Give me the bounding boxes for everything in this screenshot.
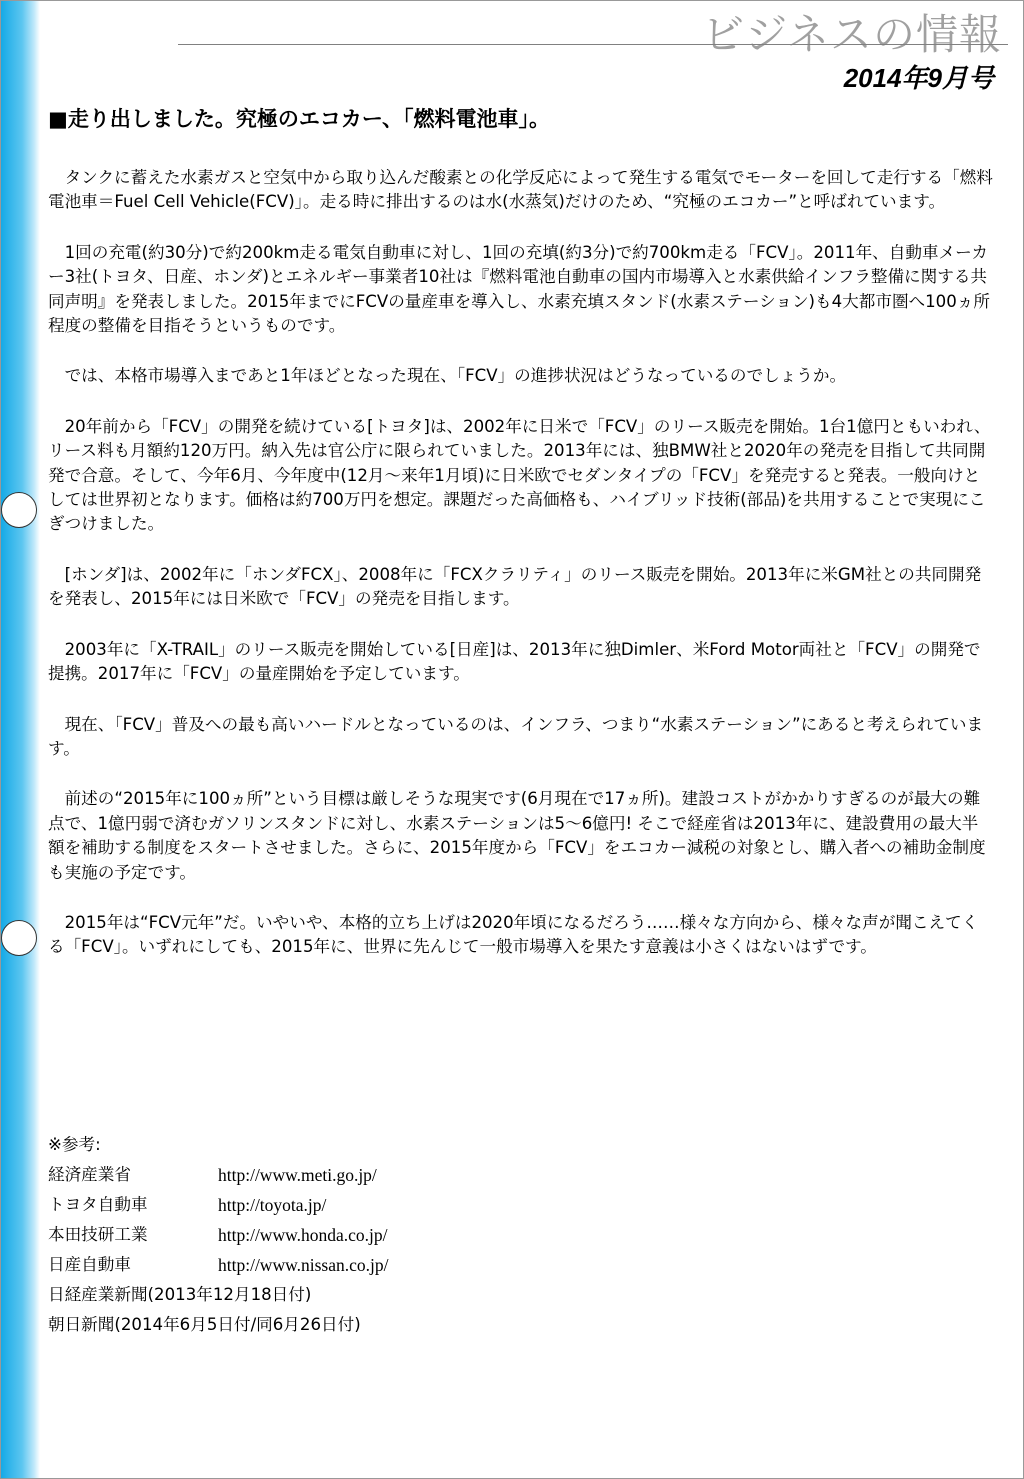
paragraph: 1回の充電(約30分)で約200km走る電気自動車に対し、1回の充填(約3分)で約700km走る「FCV」。2011年、自動車メーカー3社(トヨタ、日産、ホンダ)とエネルギー事業者10社は『燃料電池自動車の国内市場導入と水素供給インフラ整備に関する共同声明』を発表しました。2015年までにFCVの量産車を導入し、水素充填スタンド(水素ステーション)も4大都市圏へ100ヵ所程度の整備を目指そうというものです。	[48, 242, 990, 336]
reference-name: 経済産業省	[48, 1165, 131, 1184]
paragraph: では、本格市場導入まであと1年ほどとなった現在、「FCV」の進捗状況はどうなっているのでしょうか。	[64, 366, 847, 386]
decorative-side-band	[0, 0, 40, 1479]
paragraph: タンクに蓄えた水素ガスと空気中から取り込んだ酸素との化学反応によって発生する電気でモーターを回して走行する「燃料電池車＝Fuel Cell Vehicle(FCV)」。走る時に排出するのは水(水蒸気)だけのため、“究極のエコカー”と呼ばれています。	[48, 168, 993, 212]
reference-source: 朝日新聞(2014年6月5日付/同6月26日付)	[48, 1315, 361, 1334]
header-divider	[178, 44, 1008, 45]
article-body	[48, 166, 993, 986]
paragraph: 20年前から「FCV」の開発を続けている[トヨタ]は、2002年に日米で「FCV」のリース販売を開始。1台1億円ともいわれ、リース料も月額約120万円。納入先は官公庁に限られていました。2013年には、独BMW社と2020年の発売を目指して共同開発で合意。そして、今年6月、今年度中(12月～来年1月頃)に日米欧でセダンタイプの「FCV」を発売すると発表。一般向けとしては世界初となります。価格は約700万円を想定。課題だった高価格も、ハイブリッド技術(部品)を共用することで実現にこぎつけました。	[48, 416, 991, 534]
reference-url-link[interactable]: http://www.meti.go.jp/	[218, 1165, 377, 1185]
reference-source: 日経産業新聞(2013年12月18日付)	[48, 1285, 312, 1304]
reference-name: 日産自動車	[48, 1255, 131, 1274]
reference-name: トヨタ自動車	[48, 1195, 148, 1214]
paragraph: 前述の“2015年に100ヵ所”という目標は厳しそうな現実です(6月現在で17ヵ所)。建設コストがかかりすぎるのが最大の難点で、1億円弱で済むガソリンスタンドに対し、水素ステーションは5～6億円! そこで経産省は2013年に、建設費用の最大半額を補助する制度をスタートさせました。さらに、2015年度から「FCV」をエコカー減税の対象とし、購入者への補助金制度も実施の予定です。	[48, 789, 986, 882]
binder-hole-top	[1, 492, 37, 528]
reference-url-link[interactable]: http://www.honda.co.jp/	[218, 1225, 388, 1245]
reference-url-link[interactable]: http://www.nissan.co.jp/	[218, 1255, 389, 1275]
paragraph: [ホンダ]は、2002年に「ホンダFCX」、2008年に「FCXクラリティ」のリース販売を開始。2013年に米GM社との共同開発を発表し、2015年には日米欧で「FCV」の発売を目指します。	[48, 564, 982, 609]
newsletter-title: ビジネスの情報	[702, 10, 1002, 59]
article-headline: ■走り出しました。究極のエコカー、「燃料電池車」。	[48, 107, 550, 131]
reference-link-row	[48, 1193, 388, 1223]
paragraph: 2003年に「X-TRAIL」のリース販売を開始している[日産]は、2013年に独Dimler、米Ford Motor両社と「FCV」の開発で提携。2017年に「FCV」の量産開始を予定しています。	[48, 639, 981, 684]
references-title: ※参考:	[48, 1135, 101, 1154]
reference-link-row	[48, 1223, 388, 1253]
reference-name: 本田技研工業	[48, 1225, 148, 1244]
reference-link-row	[48, 1253, 388, 1283]
references-section	[48, 1133, 388, 1343]
reference-link-row	[48, 1163, 388, 1193]
binder-hole-bottom	[1, 920, 37, 956]
issue-date: 2014年9月号	[843, 63, 994, 93]
paragraph: 現在、「FCV」普及への最も高いハードルとなっているのは、インフラ、つまり“水素ステーション”にあると考えられています。	[48, 714, 984, 758]
paragraph: 2015年は“FCV元年”だ。いやいや、本格的立ち上げは2020年頃になるだろう……様々な方向から、様々な声が聞こえてくる「FCV」。いずれにしても、2015年に、世界に先んじて一般市場導入を果たす意義は小さくはないはずです。	[48, 912, 979, 957]
reference-url-link[interactable]: http://toyota.jp/	[218, 1195, 327, 1215]
